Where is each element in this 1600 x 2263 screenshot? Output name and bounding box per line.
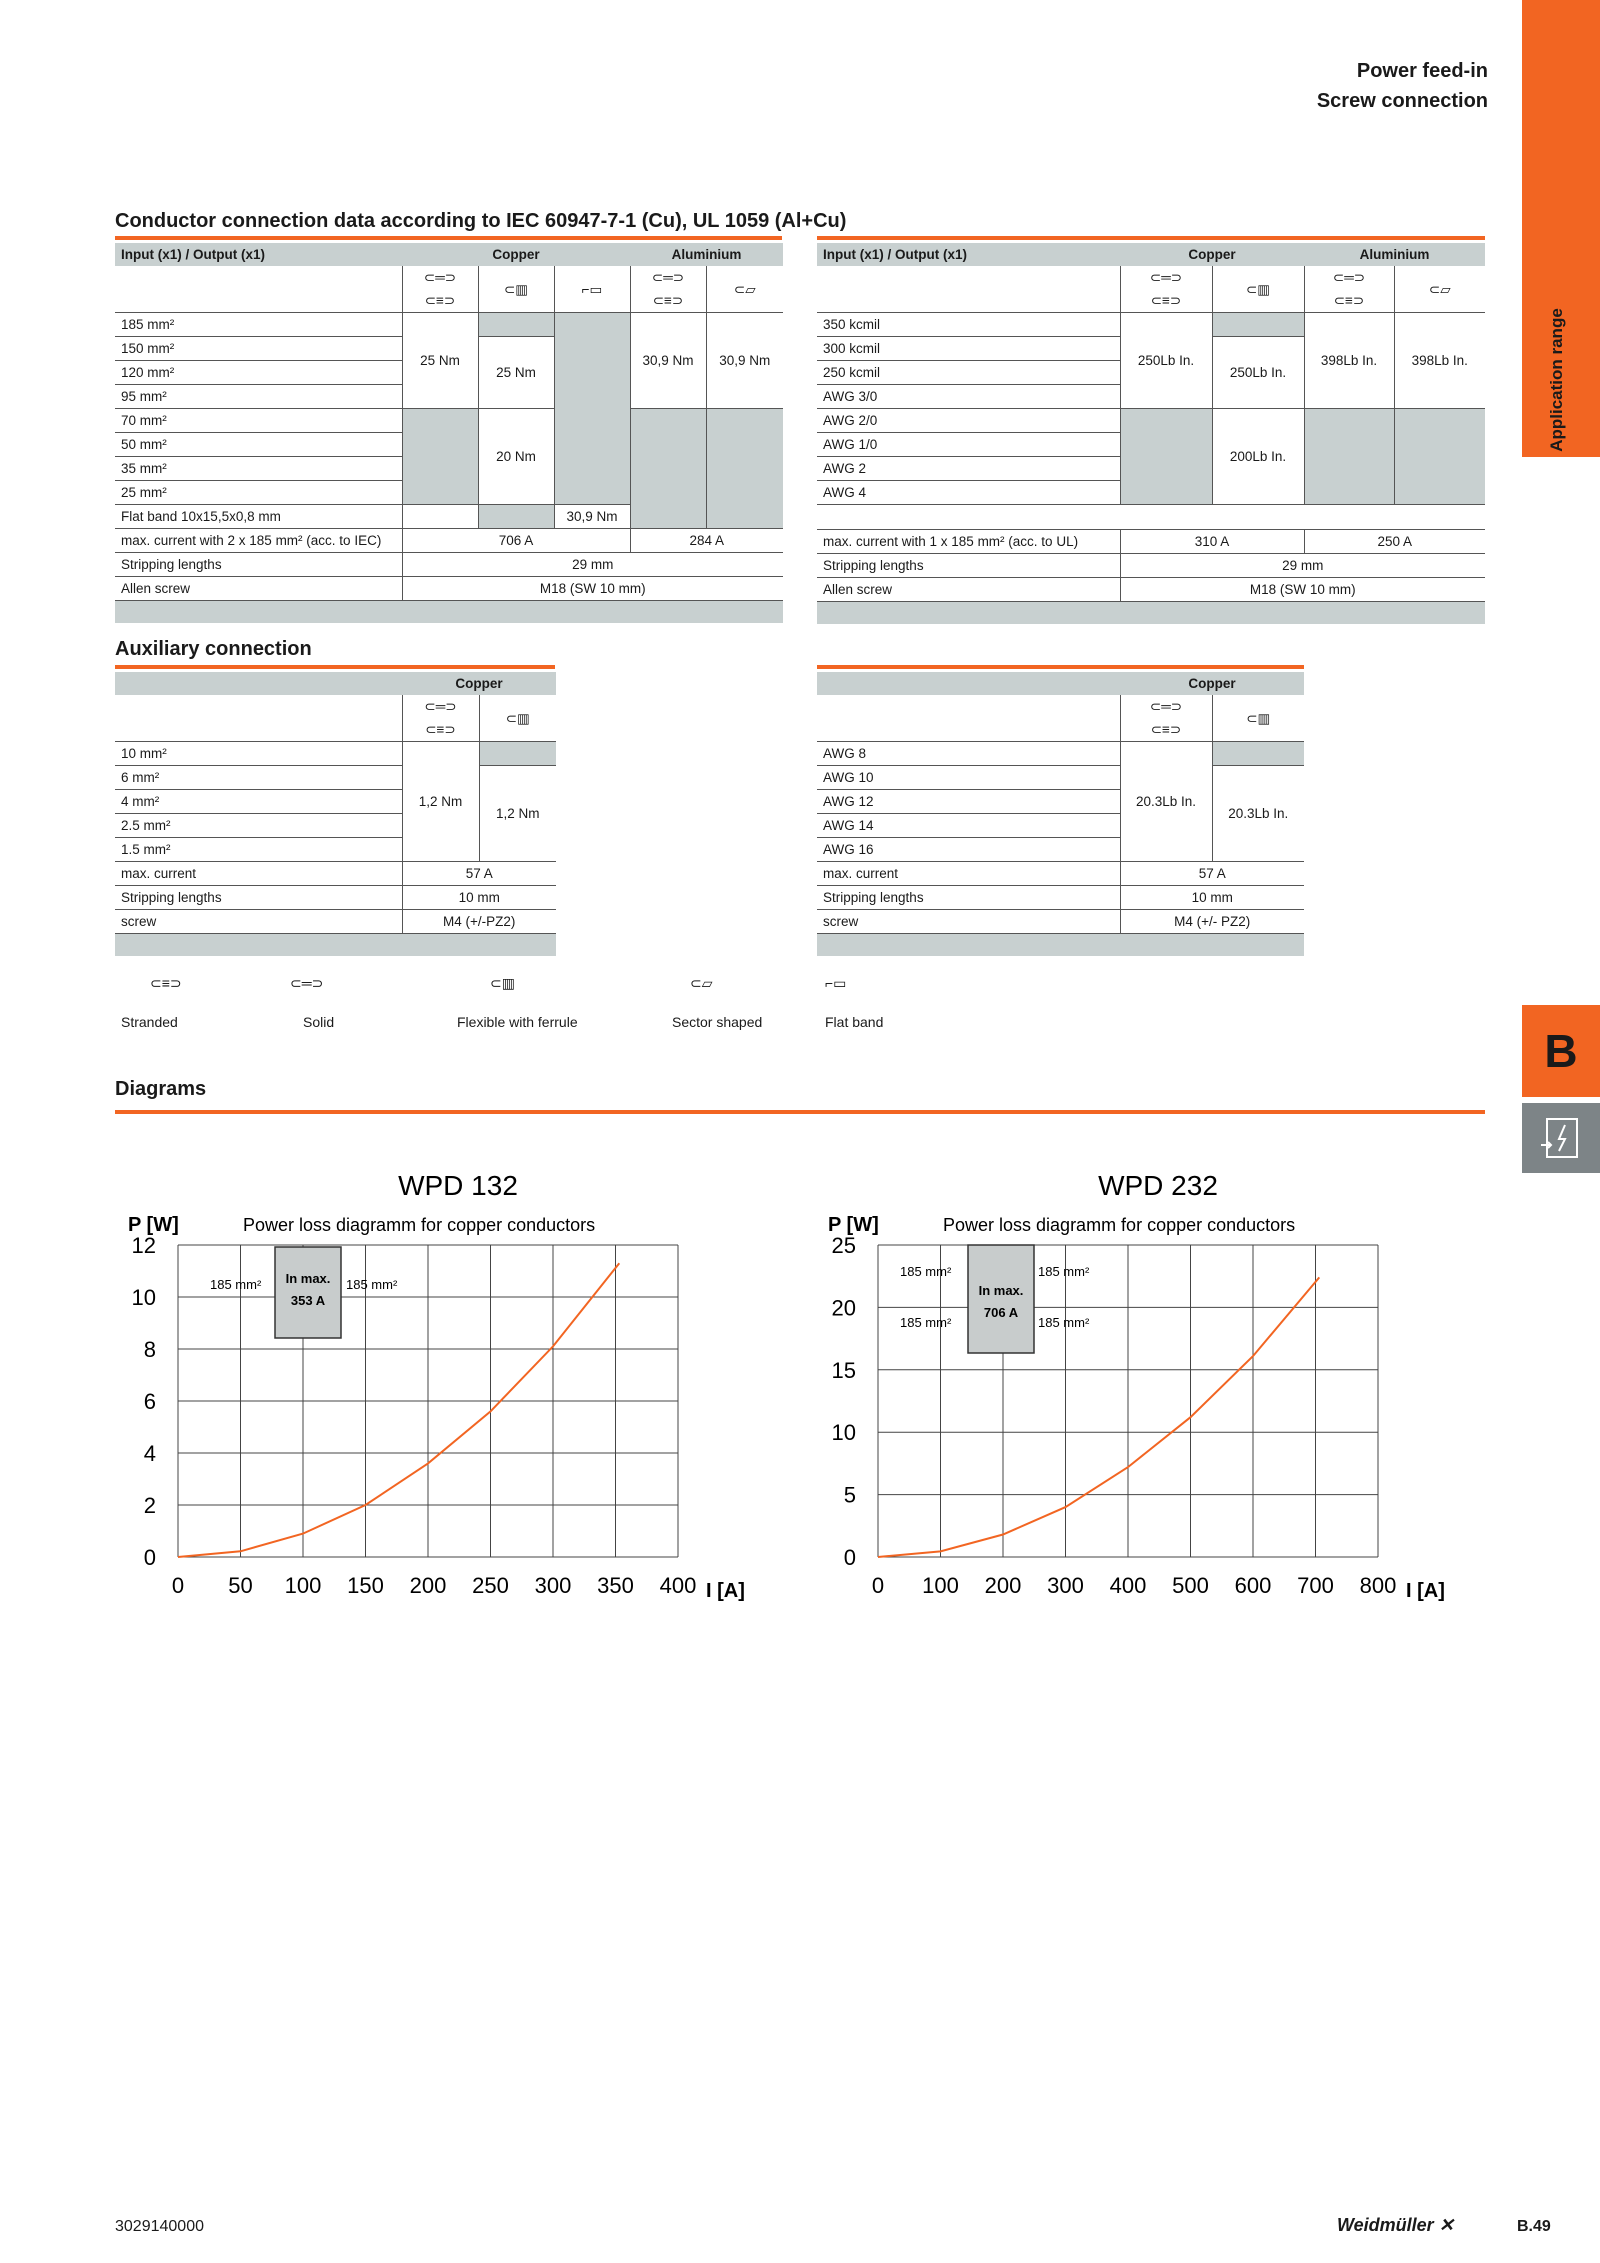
legend-label: Solid — [303, 1014, 335, 1030]
stripping-value: 29 mm — [1120, 554, 1485, 578]
max-current-cu: 706 A — [402, 529, 630, 553]
y-tick-label: 4 — [143, 1441, 156, 1466]
stripping-label: Stripping lengths — [817, 554, 1120, 578]
x-tick-label: 200 — [409, 1573, 447, 1598]
x-tick-label: 150 — [347, 1573, 384, 1598]
row-label: 150 mm² — [115, 337, 402, 361]
row-label: 250 kcmil — [817, 361, 1120, 385]
in-max-label: In max. — [285, 1271, 331, 1286]
stranded-solid-icon: ⊂═⊃ ⊂≡⊃ — [630, 266, 706, 313]
stranded-solid-icon: ⊂═⊃ ⊂≡⊃ — [1304, 266, 1394, 313]
max-current-al: 284 A — [630, 529, 783, 553]
row-label: 4 mm² — [115, 790, 402, 814]
x-tick-label: 350 — [597, 1573, 634, 1598]
solid-icon: ⊂═⊃ — [290, 975, 324, 991]
screw-label: screw — [115, 910, 402, 934]
torque-value: 20 Nm — [478, 409, 554, 505]
wire-size-label: 185 mm² — [900, 1315, 952, 1330]
legend-label: Flexible with ferrule — [457, 1014, 578, 1030]
logo-icon: ✕ — [1438, 2215, 1454, 2235]
torque-value: 250Lb In. — [1120, 313, 1212, 409]
row-label: AWG 4 — [817, 481, 1120, 505]
stranded-solid-icon: ⊂═⊃ ⊂≡⊃ — [1120, 695, 1212, 742]
x-axis-label: I [A] — [1406, 1580, 1445, 1602]
y-tick-label: 25 — [831, 1233, 856, 1258]
row-label: 6 mm² — [115, 766, 402, 790]
x-tick-label: 400 — [1109, 1573, 1147, 1598]
wire-size-label: 185 mm² — [1038, 1264, 1090, 1279]
row-label: 70 mm² — [115, 409, 402, 433]
max-current-al: 250 A — [1304, 530, 1485, 554]
torque-value: 20.3Lb In. — [1212, 766, 1304, 862]
flat-band-icon: ⌐▭ — [554, 266, 630, 313]
stripping-label: Stripping lengths — [115, 553, 402, 577]
chart-title: WPD 132 — [398, 1170, 518, 1201]
y-tick-label: 20 — [831, 1295, 856, 1321]
chart-subtitle: Power loss diagramm for copper conductors — [943, 1215, 1296, 1235]
row-label: 2.5 mm² — [115, 814, 402, 838]
row-label: 10 mm² — [115, 742, 402, 766]
section-title-conductor: Conductor connection data according to IEC 60947-7-1 (Cu), UL 1059 (Al+Cu) — [115, 210, 847, 232]
y-tick-label: 12 — [131, 1233, 156, 1258]
in-max-value: 706 A — [983, 1305, 1019, 1320]
rule — [817, 665, 1304, 669]
torque-value: 200Lb In. — [1212, 409, 1304, 505]
aux-left-table — [115, 672, 556, 956]
torque-value: 1,2 Nm — [402, 742, 479, 862]
row-label: AWG 3/0 — [817, 385, 1120, 409]
rule — [817, 236, 1485, 240]
wire-size-label: 185 mm² — [1038, 1315, 1090, 1330]
y-tick-label: 8 — [143, 1337, 156, 1362]
col-header-input: Input (x1) / Output (x1) — [817, 243, 1120, 266]
part-number: 3029140000 — [115, 2218, 204, 2235]
flat-band-icon: ⌐▭ — [825, 975, 847, 991]
sector-shaped-icon: ⊂▱ — [1394, 266, 1485, 313]
row-label: Flat band 10x15,5x0,8 mm — [115, 505, 402, 529]
sector-shaped-icon: ⊂▱ — [706, 266, 783, 313]
row-label: AWG 1/0 — [817, 433, 1120, 457]
screw-value: M18 (SW 10 mm) — [402, 577, 783, 601]
x-tick-label: 300 — [534, 1573, 572, 1598]
section-title-auxiliary: Auxiliary connection — [115, 638, 312, 660]
page-number: B.49 — [1517, 2218, 1551, 2235]
row-label: AWG 12 — [817, 790, 1120, 814]
side-tab-label: Application range — [1546, 308, 1566, 452]
torque-value: 398Lb In. — [1394, 313, 1485, 409]
chart-subtitle: Power loss diagramm for copper conductors — [243, 1215, 596, 1235]
row-label: 120 mm² — [115, 361, 402, 385]
x-tick-label: 800 — [1359, 1573, 1397, 1598]
power-feed-icon[interactable] — [1522, 1103, 1600, 1173]
screw-value: M4 (+/-PZ2) — [402, 910, 556, 934]
max-current-label: max. current — [115, 862, 402, 886]
row-label: 95 mm² — [115, 385, 402, 409]
col-header-input: Input (x1) / Output (x1) — [115, 243, 402, 266]
screw-label: Allen screw — [817, 578, 1120, 602]
screw-label: screw — [817, 910, 1120, 934]
max-current-label: max. current with 1 x 185 mm² (acc. to UL) — [817, 530, 1120, 554]
y-tick-label: 2 — [143, 1493, 156, 1518]
section-title-diagrams: Diagrams — [115, 1078, 207, 1100]
col-header-copper: Copper — [402, 672, 556, 695]
wire-size-label: 185 mm² — [900, 1264, 952, 1279]
x-tick-label: 0 — [171, 1573, 185, 1598]
flexible-ferrule-icon: ⊂▥ — [490, 975, 515, 991]
brand-logo: Weidmüller ✕ — [1337, 2215, 1454, 2235]
max-current-label: max. current — [817, 862, 1120, 886]
x-tick-label: 0 — [871, 1573, 885, 1598]
max-current-value: 57 A — [402, 862, 556, 886]
x-tick-label: 200 — [984, 1573, 1022, 1598]
x-tick-label: 600 — [1234, 1573, 1272, 1598]
torque-value: 1,2 Nm — [479, 766, 556, 862]
rule — [115, 665, 555, 669]
torque-value: 250Lb In. — [1212, 337, 1304, 409]
y-axis-label: P [W] — [128, 1214, 179, 1236]
screw-value: M4 (+/- PZ2) — [1120, 910, 1304, 934]
right-conductor-table — [817, 243, 1485, 624]
chart-wpd232 — [810, 1155, 1490, 1625]
x-tick-label: 250 — [472, 1573, 509, 1598]
legend-label: Stranded — [121, 1014, 178, 1030]
stripping-label: Stripping lengths — [817, 886, 1120, 910]
legend-label: Sector shaped — [672, 1014, 763, 1030]
col-header-copper: Copper — [1120, 243, 1304, 266]
header-line2: Screw connection — [1316, 90, 1488, 112]
x-tick-label: 400 — [659, 1573, 697, 1598]
stranded-solid-icon: ⊂═⊃ ⊂≡⊃ — [402, 266, 478, 313]
screw-label: Allen screw — [115, 577, 402, 601]
in-max-box — [968, 1245, 1034, 1353]
row-label: 350 kcmil — [817, 313, 1120, 337]
row-label: 35 mm² — [115, 457, 402, 481]
max-current-label: max. current with 2 x 185 mm² (acc. to IEC) — [115, 529, 402, 553]
y-tick-label: 6 — [143, 1389, 156, 1414]
x-axis-label: I [A] — [706, 1580, 745, 1602]
y-tick-label: 0 — [843, 1545, 856, 1570]
x-tick-label: 500 — [1172, 1573, 1209, 1598]
stripping-value: 10 mm — [402, 886, 556, 910]
row-label: AWG 16 — [817, 838, 1120, 862]
y-tick-label: 0 — [143, 1545, 156, 1570]
chart-wpd132 — [110, 1155, 770, 1625]
header-line1: Power feed-in — [1356, 60, 1488, 82]
row-label: AWG 10 — [817, 766, 1120, 790]
left-conductor-table — [115, 243, 783, 623]
in-max-value: 353 A — [290, 1293, 326, 1308]
torque-value: 30,9 Nm — [706, 313, 783, 409]
aux-right-table — [817, 672, 1304, 956]
wire-size-label: 185 mm² — [210, 1277, 262, 1292]
flexible-ferrule-icon: ⊂▥ — [479, 695, 556, 742]
torque-value: 20.3Lb In. — [1120, 742, 1212, 862]
row-label: 50 mm² — [115, 433, 402, 457]
in-max-label: In max. — [978, 1283, 1024, 1298]
x-tick-label: 100 — [284, 1573, 322, 1598]
stripping-value: 10 mm — [1120, 886, 1304, 910]
row-label: 185 mm² — [115, 313, 402, 337]
row-label: AWG 14 — [817, 814, 1120, 838]
x-tick-label: 700 — [1297, 1573, 1334, 1598]
col-header-copper: Copper — [1120, 672, 1304, 695]
row-label: AWG 2/0 — [817, 409, 1120, 433]
legend-label: Flat band — [825, 1014, 884, 1030]
torque-value: 30,9 Nm — [630, 313, 706, 409]
stripping-value: 29 mm — [402, 553, 783, 577]
torque-value: 25 Nm — [402, 313, 478, 409]
max-current-value: 57 A — [1120, 862, 1304, 886]
y-tick-label: 10 — [831, 1420, 856, 1446]
page-header — [1317, 56, 1488, 116]
flexible-ferrule-icon: ⊂▥ — [1212, 695, 1304, 742]
wire-size-label: 185 mm² — [346, 1277, 398, 1292]
row-label: 25 mm² — [115, 481, 402, 505]
flexible-ferrule-icon: ⊂▥ — [478, 266, 554, 313]
col-header-aluminium: Aluminium — [1304, 243, 1485, 266]
y-tick-label: 5 — [843, 1482, 856, 1508]
screw-value: M18 (SW 10 mm) — [1120, 578, 1485, 602]
max-current-cu: 310 A — [1120, 530, 1304, 554]
stranded-solid-icon: ⊂═⊃ ⊂≡⊃ — [1120, 266, 1212, 313]
torque-value: 25 Nm — [478, 337, 554, 409]
row-label: AWG 8 — [817, 742, 1120, 766]
x-tick-label: 50 — [228, 1573, 253, 1598]
torque-value: 30,9 Nm — [554, 505, 630, 529]
col-header-copper: Copper — [402, 243, 630, 266]
flexible-ferrule-icon: ⊂▥ — [1212, 266, 1304, 313]
row-label: 1.5 mm² — [115, 838, 402, 862]
stranded-icon: ⊂≡⊃ — [150, 975, 182, 991]
col-header-aluminium: Aluminium — [630, 243, 783, 266]
y-tick-label: 15 — [831, 1357, 856, 1383]
x-tick-label: 300 — [1047, 1573, 1084, 1598]
x-tick-label: 100 — [922, 1573, 959, 1598]
stranded-solid-icon: ⊂═⊃ ⊂≡⊃ — [402, 695, 479, 742]
section-letter-tab[interactable]: B — [1522, 1005, 1600, 1097]
sector-shaped-icon: ⊂▱ — [690, 975, 713, 991]
y-tick-label: 10 — [131, 1285, 156, 1310]
chart-title: WPD 232 — [1098, 1170, 1218, 1201]
y-axis-label: P [W] — [828, 1214, 879, 1236]
rule — [115, 236, 782, 240]
rule — [115, 1110, 1485, 1114]
torque-value: 398Lb In. — [1304, 313, 1394, 409]
row-label: AWG 2 — [817, 457, 1120, 481]
row-label: 300 kcmil — [817, 337, 1120, 361]
stripping-label: Stripping lengths — [115, 886, 402, 910]
